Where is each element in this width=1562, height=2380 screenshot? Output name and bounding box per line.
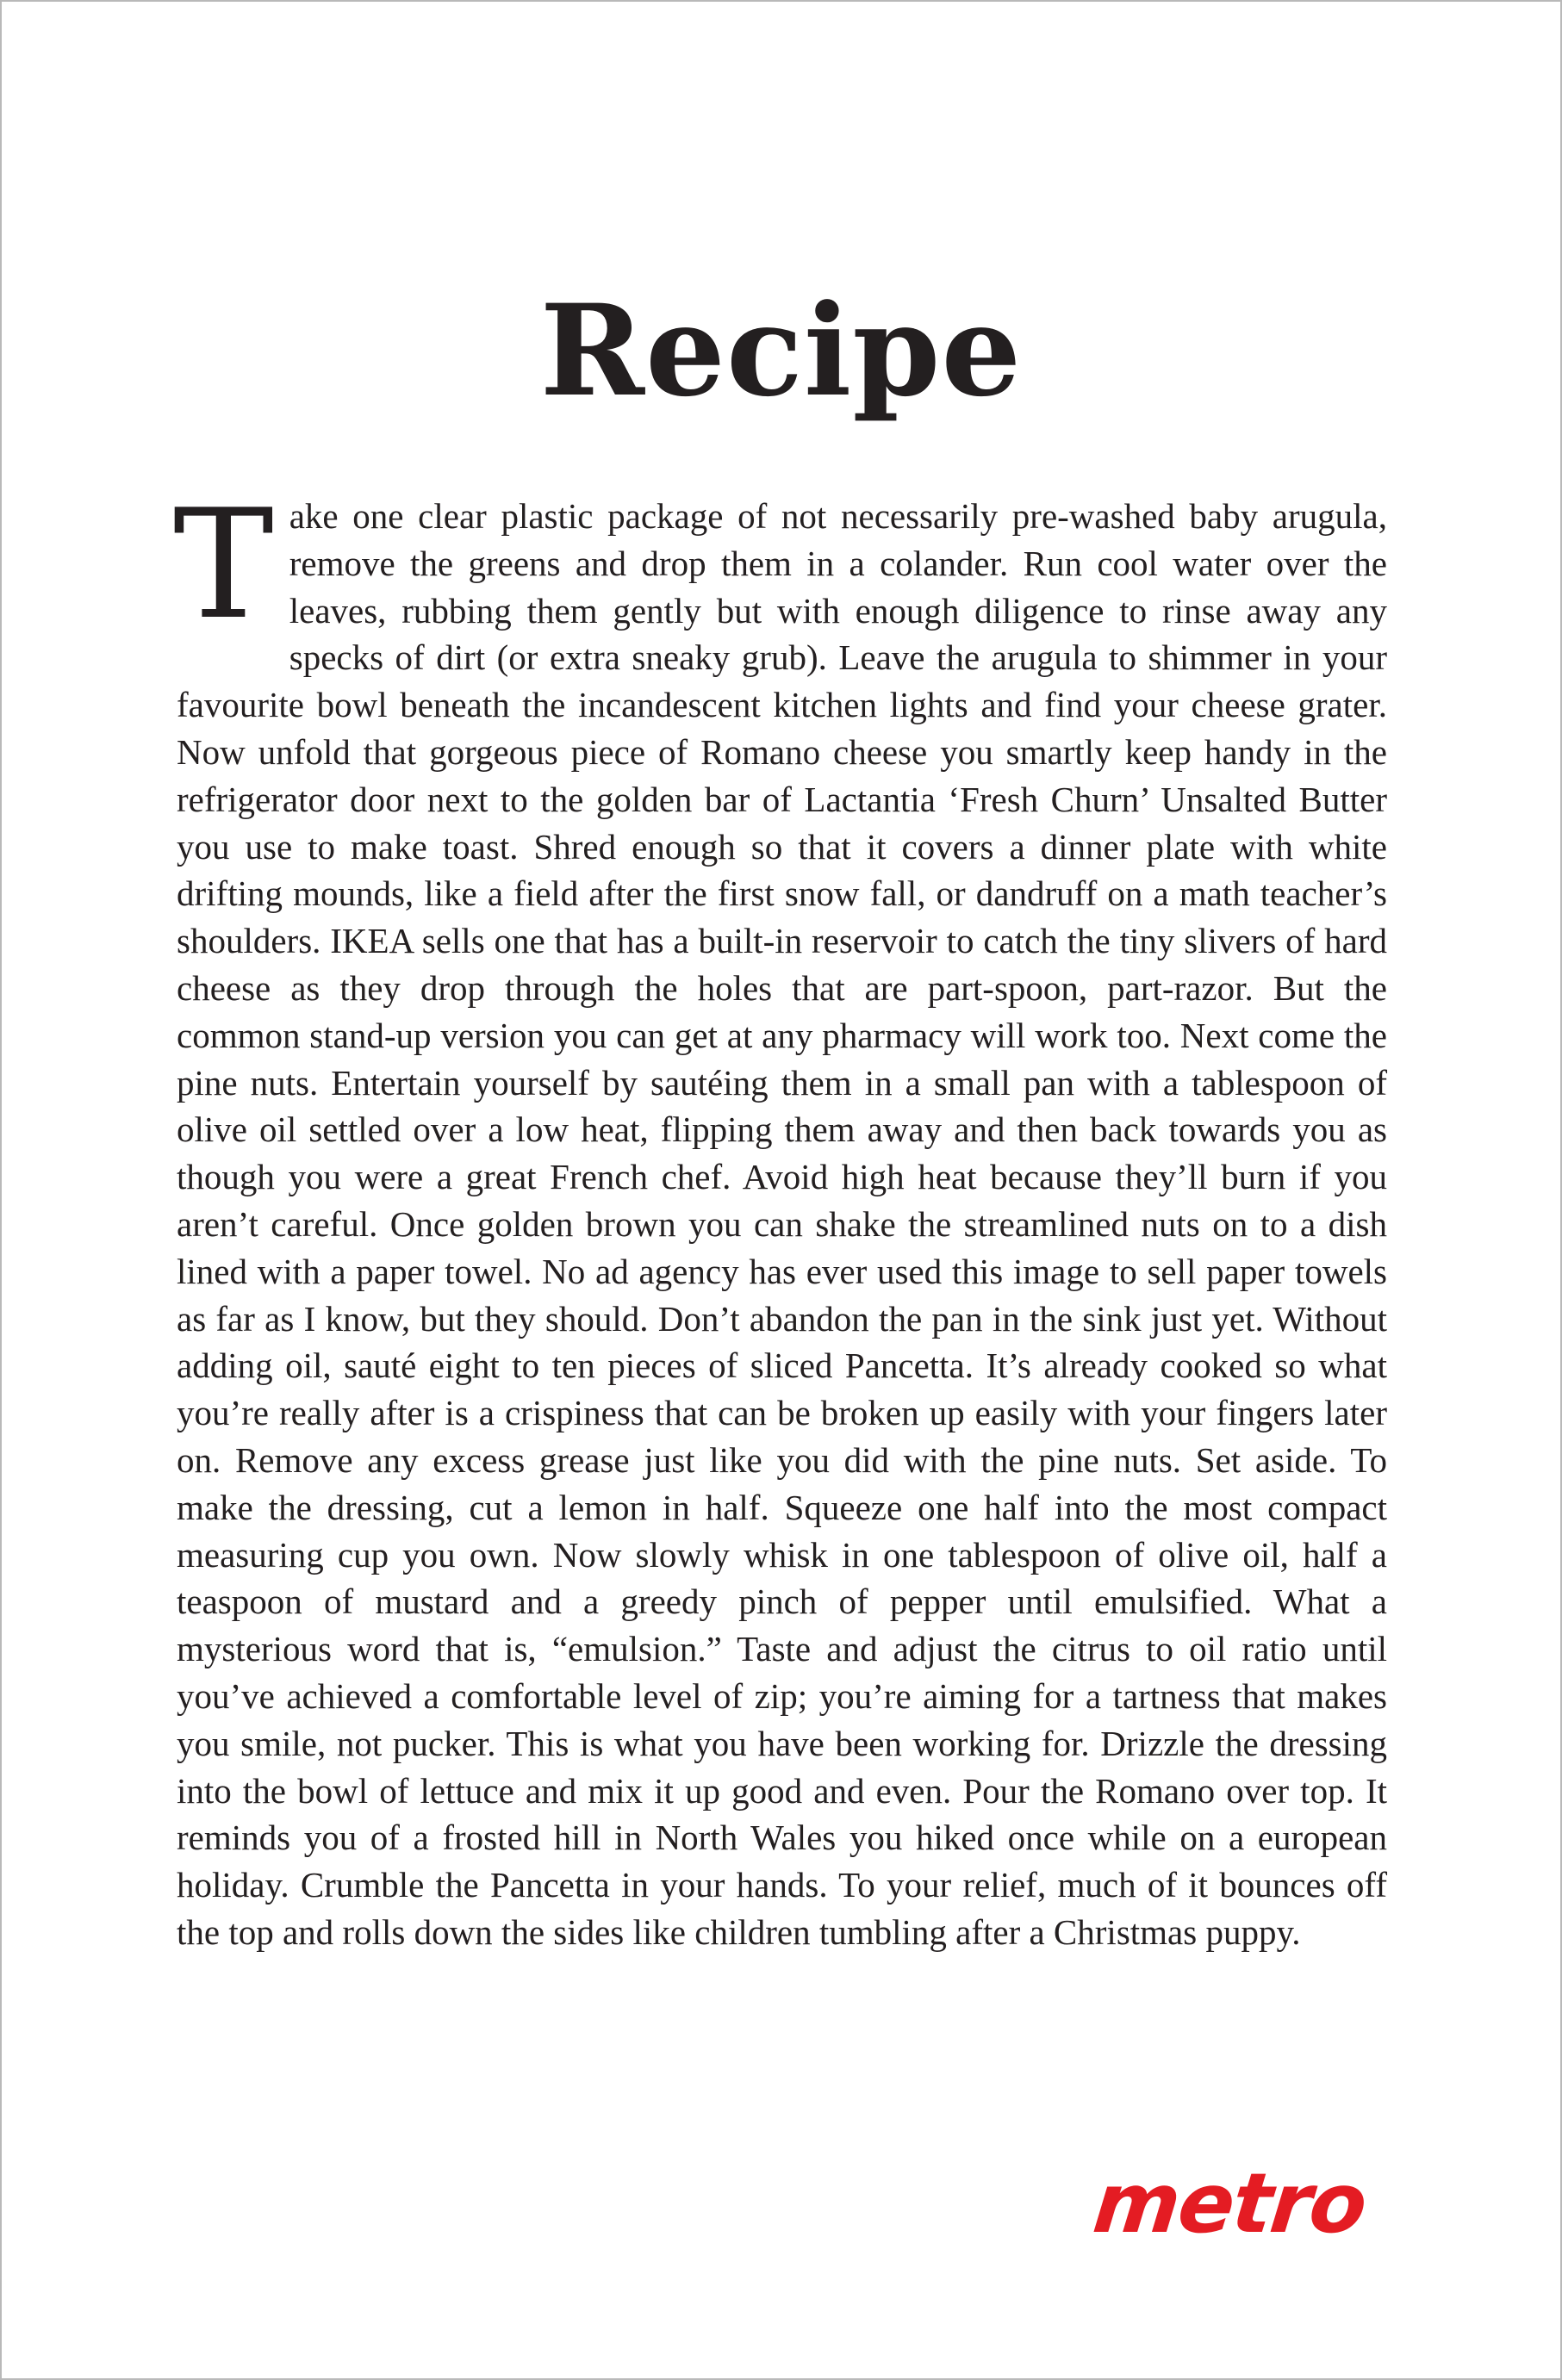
recipe-body (173, 478, 1387, 1956)
recipe-text: ake one clear plastic package of not necessarily pre-washed baby arugula, remove the greens and drop them in a colander. Run cool water over the leaves, rubbing them gently but with enough diligence to rinse away any specks of dirt (or extra sneaky grub). Leave the arugula to shimmer in your favourite bowl beneath the incandescent kitchen lights and find your cheese grater. Now unfold that gorgeous piece of Romano cheese you smartly keep handy in the refrigerator door next to the golden bar of Lactantia ‘Fresh Churn’ Unsalted Butter you use to make toast. Shred enough so that it covers a dinner plate with white drifting mounds, like a field after the first snow fall, or dandruff on a math teacher’s shoulders. IKEA sells one that has a built-in reservoir to catch the tiny slivers of hard cheese as they drop through the holes that are part-spoon, part-razor. But the common stand-up version you can get at any pharmacy will work too. Next come the pine nuts. Entertain yourself by sautéing them in a small pan with a tablespoon of olive oil settled over a low heat, flipping them away and then back towards you as though you were a great French chef. Avoid high heat because they’ll burn if you aren’t careful. Once golden brown you can shake the streamlined nuts on to a dish lined with a paper towel. No ad agency has ever used this image to sell paper towels as far as I know, but they should. Don’t abandon the pan in the sink just yet. Without adding oil, sauté eight to ten pieces of sliced Pancetta. It’s already cooked so what you’re really after is a crispiness that can be broken up easily with your fingers later on. Remove any excess grease just like you did with the pine nuts. Set aside. To make the dressing, cut a lemon in half. Squeeze one half into the most compact measuring cup you own. Now slowly whisk in one tablespoon of olive oil, half a teaspoon of mustard and a greedy pinch of pepper until emulsified. What a mysterious word that is, “emulsion.” Taste and adjust the citrus to oil ratio until you’ve achieved a comfortable level of zip; you’re aiming for a tartness that makes you smile, not pucker. This is what you have been working for. Drizzle the dressing into the bowl of lettuce and mix it up good and even. Pour the Romano over top. It reminds you of a frosted hill in North Wales you hiked once while on a european holiday. Crumble the Pancetta in your hands. To your relief, much of it bounces off the top and rolls down the sides like children tumbling after a Christmas puppy. (177, 496, 1387, 1952)
page-title: Recipe (539, 277, 1023, 425)
drop-cap: T (173, 478, 274, 653)
metro-logo: metro (1088, 2155, 1370, 2252)
